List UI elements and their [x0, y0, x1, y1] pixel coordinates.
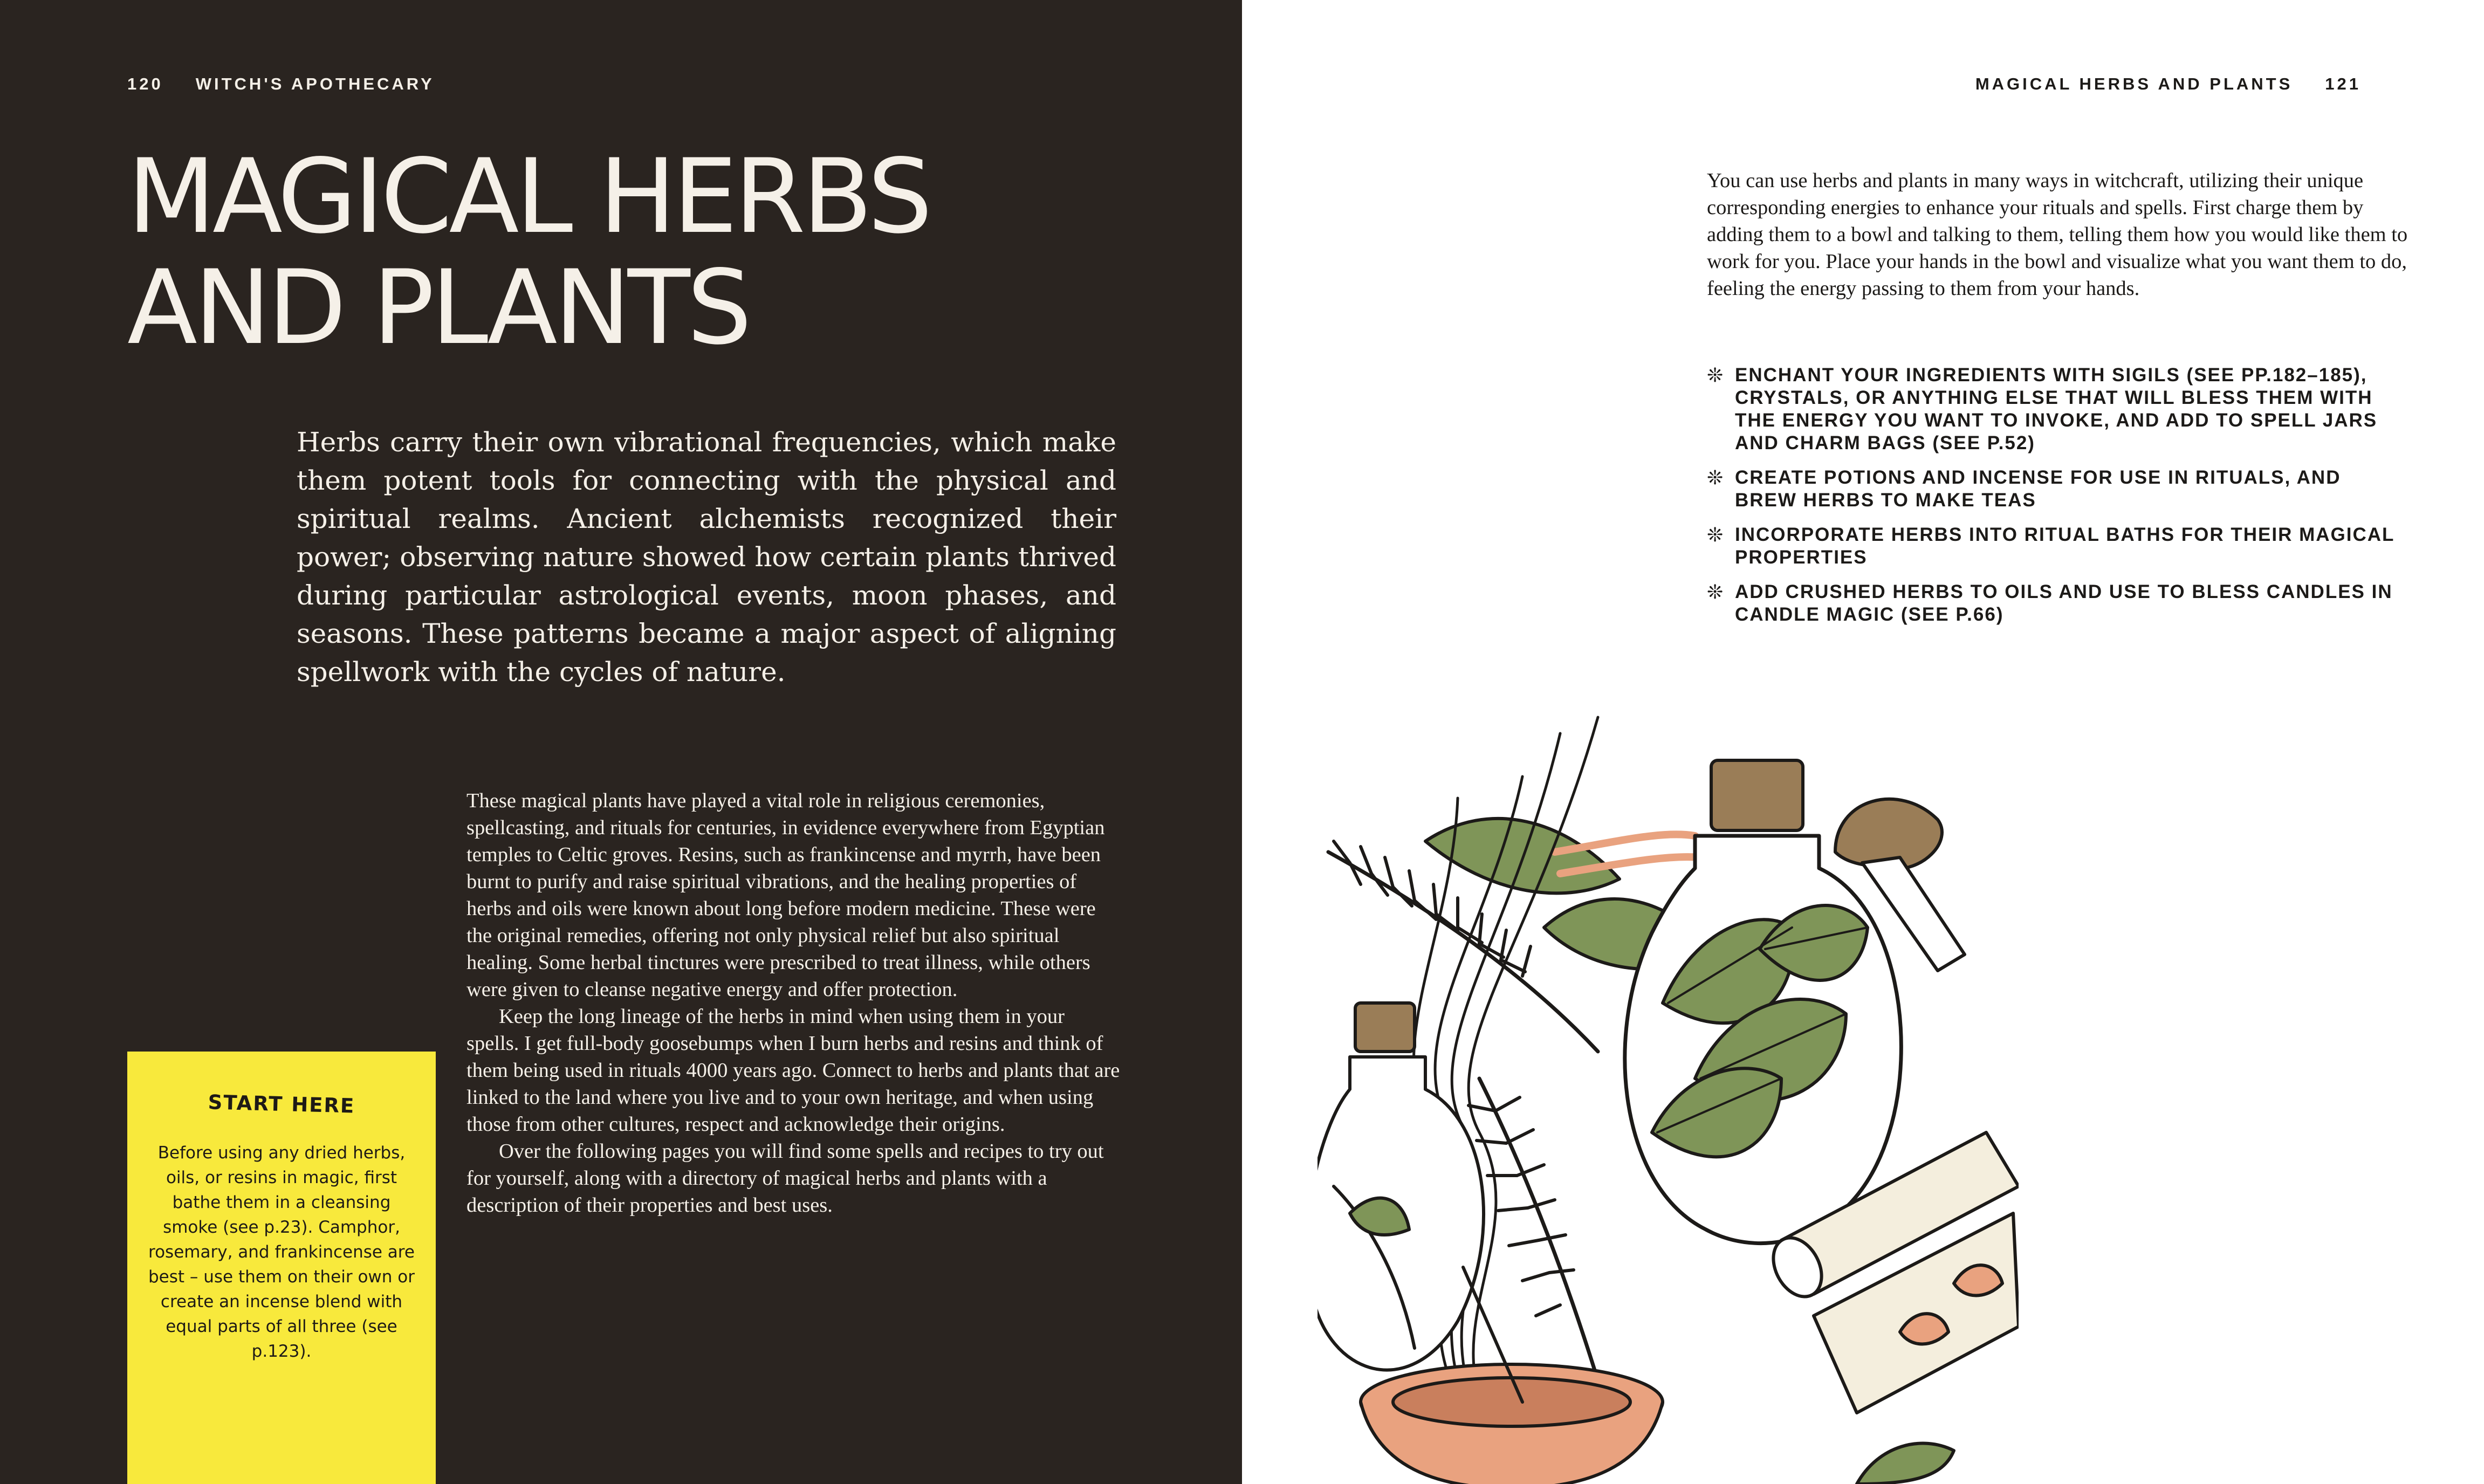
list-item: [1707, 364, 2408, 455]
list-item-text: CREATE POTIONS AND INCENSE FOR USE IN RITUALS, AND BREW HERBS TO MAKE TEAS: [1735, 467, 2341, 511]
body-paragraph-1: These magical plants have played a vital role in religious ceremonies, spellcasting, and rituals for centuries, in evidence everywhere from Egyptian temples to Celtic groves. Resins, such as frankincense and myrrh, have been burnt to purify and raise spiritual vibrations, and the healing properties of herbs and oils were known about long before modern medicine. These were the original remedies, offering not only physical relief but also spiritual healing. Some herbal tinctures were prescribed to treat illness, while others were given to cleanse negative energy and offer protection.: [466, 789, 1105, 1001]
page-title: [127, 137, 930, 367]
start-here-text: Before using any dried herbs, oils, or resins in magic, first bathe them in a cleansing smoke (see p.23). Camphor, rosemary, and frankincense are best – use them on their own or create an incense blend with equal parts of all three (see p.123).: [148, 1143, 415, 1361]
list-item: [1707, 466, 2408, 512]
list-item-text: INCORPORATE HERBS INTO RITUAL BATHS FOR THEIR MAGICAL PROPERTIES: [1735, 524, 2394, 568]
right-page-number: 121: [2325, 74, 2361, 93]
asterisk-bullet-icon: ❊: [1707, 466, 1725, 489]
asterisk-bullet-icon: ❊: [1707, 364, 1725, 386]
list-item-text: ADD CRUSHED HERBS TO OILS AND USE TO BLESS CANDLES IN CANDLE MAGIC (SEE P.66): [1735, 581, 2393, 625]
page-title-line-1: MAGICAL HERBS: [127, 137, 930, 256]
page-title-line-2: AND PLANTS: [127, 248, 749, 367]
start-here-callout: [127, 1052, 436, 1484]
intro-paragraph: Herbs carry their own vibrational frequencies, which make them potent tools for connecting with the physical and spiritual realms. Ancient alchemists recognized their power; observing nature showed how certain plants thrived during particular astrological events, moon phases, and seasons. These patterns became a major aspect of aligning spellwork with the cycles of nature.: [297, 427, 1116, 688]
leaf-icon: [1857, 1444, 1954, 1484]
list-item: [1707, 581, 2408, 626]
herbs-jars-incense-illustration: [1318, 701, 2019, 1484]
body-paragraph-3: Over the following pages you will find some spells and recipes to try out for yourself, along with a directory of magical herbs and plants with a description of their properties and best uses.: [466, 1140, 1104, 1217]
left-page-number: 120: [127, 74, 163, 93]
left-folio: [127, 74, 435, 94]
right-intro-paragraph: You can use herbs and plants in many ways in witchcraft, utilizing their unique corresponding energies to enhance your rituals and spells. First charge them by adding them to a bowl and talking to them, telling them how you would like them to work for you. Place your hands in the bowl and visualize what you want them to do, feeling the energy passing to them from your hands.: [1707, 169, 2408, 300]
list-item: [1707, 524, 2408, 569]
right-page: [1242, 0, 2484, 1484]
asterisk-bullet-icon: ❊: [1707, 581, 1725, 603]
start-here-title: START HERE: [208, 1090, 355, 1118]
right-folio: [1975, 74, 2361, 94]
right-running-head: MAGICAL HERBS AND PLANTS: [1975, 74, 2293, 93]
body-paragraph-2: Keep the long lineage of the herbs in mind when using them in your spells. I get full-body goosebumps when I burn herbs and resins and think of them being used in rituals 4000 years ago. Connect to herbs and plants that are linked to the land where you live and to your own heritage, and when using those from other cultures, respect and acknowledge their origins.: [466, 1005, 1120, 1136]
left-running-head: WITCH'S APOTHECARY: [195, 74, 435, 93]
asterisk-bullet-icon: ❊: [1707, 524, 1725, 546]
uses-list: [1707, 364, 2408, 638]
list-item-text: ENCHANT YOUR INGREDIENTS WITH SIGILS (SEE PP.182–185), CRYSTALS, OR ANYTHING ELSE THAT WILL BLESS THEM WITH THE ENERGY YOU WANT TO INVOKE, AND ADD TO SPELL JARS AND CHARM BAGS (SEE P.52): [1735, 365, 2378, 454]
small-bottle-icon: [1318, 1003, 1484, 1370]
body-copy: [466, 787, 1122, 1219]
